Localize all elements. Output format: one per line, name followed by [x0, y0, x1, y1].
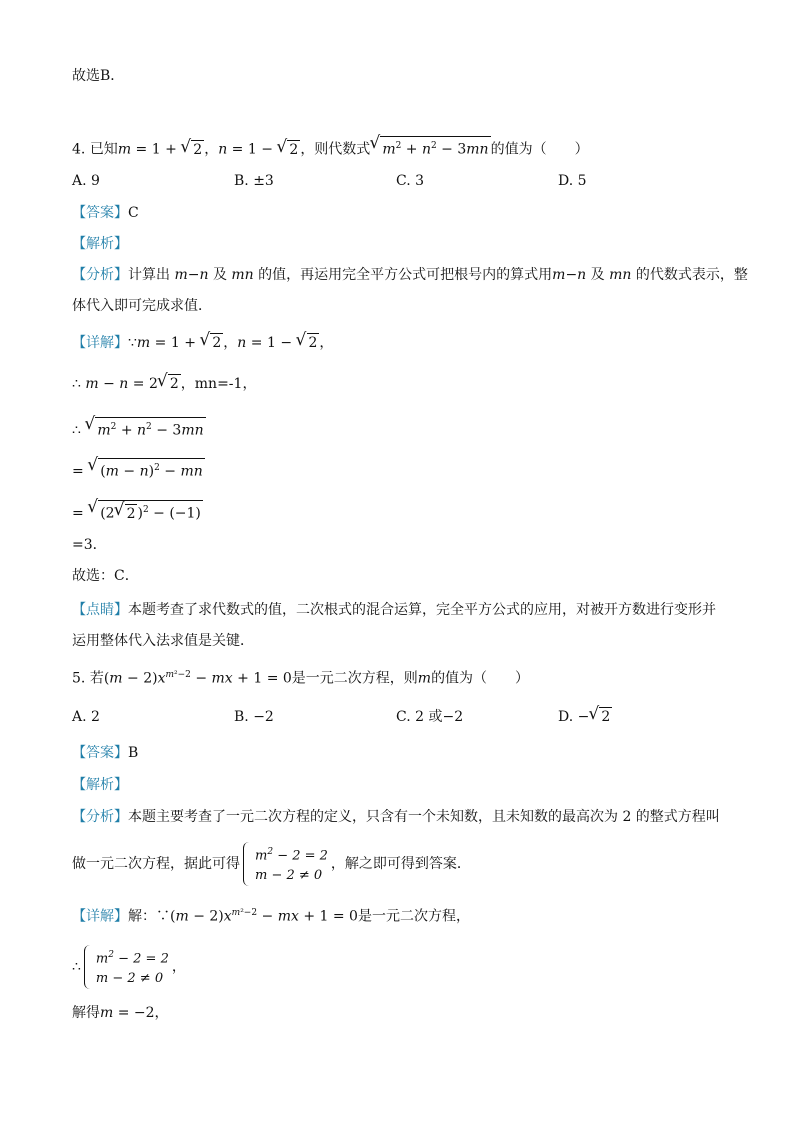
math-line: ∴ $m^2 - 2 = 2$ m − 2 ≠ 0 ，: [72, 945, 734, 989]
question-4: 4. 已知m = 1 + √ 2 ，n = 1 − √ 2 ，则代数式√ $m^2 + n^2 - 3mn$ 的值为（ ）: [72, 136, 734, 160]
math-line: ∴ √ $m^2 + n^2 - 3mn$: [72, 417, 734, 441]
equation-system: $m^2 - 2 = 2$ m − 2 ≠ 0: [243, 842, 328, 886]
math-line: = √ $(m - n)^2$ − mn: [72, 458, 734, 482]
option-d: D. 5: [558, 173, 587, 189]
option-c: C. 2 或−2: [396, 709, 464, 725]
analysis-line: 【分析】计算出 m−n 及 mn 的值，再运用完全平方公式可把根号内的算式用m−n 及 mn 的代数式表示，整: [72, 267, 748, 283]
analysis-tag-line: 【解析】: [72, 236, 128, 252]
analysis-line-2: 做一元二次方程，据此可得 $m^2 - 2 = 2$ m − 2 ≠ 0 ，解之即可得到答案．: [72, 842, 734, 886]
detail-line: 【详解】∵m = 1 + √ 2 ，n = 1 − √ 2 ，: [72, 333, 734, 353]
analysis-line: 【分析】本题主要考查了一元二次方程的定义，只含有一个未知数，且未知数的最高次为 2 的整式方程叫: [72, 809, 720, 825]
equation-system: $m^2 - 2 = 2$ m − 2 ≠ 0: [84, 945, 169, 989]
math-line: ∴ m − n = 2√ 2 ，mn=-1，: [72, 374, 734, 394]
option-a: A. 2: [72, 709, 100, 725]
option-a: A. 9: [72, 173, 100, 189]
option-b: B. −2: [234, 709, 274, 725]
text-line: 故选：C．: [72, 568, 139, 584]
answer-line: 【答案】B: [72, 745, 139, 761]
question-5: 5. 若$(m - 2)x^{m^2-2}$ − mx + 1 = 0是一元二次方程，则m的值为（ ）: [72, 670, 530, 687]
detail-line: 【详解】解：∵(m − $2)x^{m^2-2}$ − mx + 1 = 0是一元二次方程，: [72, 908, 470, 925]
option-c: C. 3: [396, 173, 425, 189]
math-line: = √ (2√ 2 )$^2$ − (−1): [72, 500, 734, 524]
analysis-tag-line: 【解析】: [72, 777, 128, 793]
text-line: 运用整体代入法求值是关键．: [72, 633, 254, 649]
text-line: 故选B．: [72, 68, 125, 84]
option-b: B. ±3: [234, 173, 274, 189]
question-number: 5.: [72, 670, 86, 687]
comment-line: 【点睛】本题考查了求代数式的值，二次根式的混合运算，完全平方公式的应用，对被开方数进行变形并: [72, 602, 716, 618]
text-line: =3．: [72, 537, 107, 553]
text-line: 体代入即可完成求值．: [72, 298, 212, 314]
solve-line: 解得m = −2，: [72, 1005, 169, 1021]
answer-tag: 【答案】: [72, 205, 128, 221]
question-number: 4.: [72, 141, 86, 158]
answer-line: 【答案】C: [72, 205, 139, 221]
option-d: D. −√ 2: [558, 707, 612, 727]
